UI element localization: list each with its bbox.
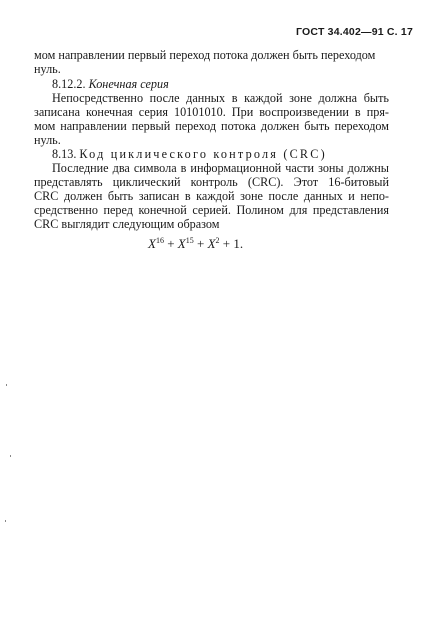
section-heading-8-12-2 xyxy=(52,77,389,91)
formula-variable: X xyxy=(148,236,156,251)
paragraph-line: мом направлении первый переход потока должен быть переходом xyxy=(34,119,389,133)
formula-variable: X xyxy=(177,236,186,251)
section-title: Конечная серия xyxy=(88,77,169,91)
paragraph-line: нуль. xyxy=(34,133,61,147)
paragraph-line: мом направлении первый переход потока должен быть переходом xyxy=(34,48,376,62)
paragraph-line: записана конечная серия 10101010. При воспроизведении в пря- xyxy=(34,105,389,119)
section-number: 8.12.2. xyxy=(52,77,86,91)
formula-exponent: 16 xyxy=(155,236,164,245)
section-title: Код циклического контроля (CRC) xyxy=(79,147,327,161)
formula-variable: X xyxy=(207,236,216,251)
paragraph-line: Последние два символа в информационной части зоны должны xyxy=(52,161,389,175)
paragraph-line: нуль. xyxy=(34,62,61,76)
paragraph-line: представлять циклический контроль (CRC). Этот 16-битовый xyxy=(34,175,389,189)
scan-speck xyxy=(6,384,7,386)
section-heading-8-13 xyxy=(52,147,389,161)
paragraph-line: CRC выглядит следующим образом xyxy=(34,217,220,231)
formula-operator: + xyxy=(193,236,208,251)
formula-exponent: 2 xyxy=(215,236,220,245)
section-number: 8.13. xyxy=(52,147,77,161)
scan-speck xyxy=(5,520,6,522)
formula-exponent: 15 xyxy=(185,236,194,245)
crc-polynomial-formula xyxy=(148,233,243,252)
formula-operator: + xyxy=(163,236,178,251)
scan-speck xyxy=(10,455,11,457)
formula-operator: + 1. xyxy=(219,236,244,251)
paragraph-line: CRC должен быть записан в каждой зоне после данных и непо- xyxy=(34,189,389,203)
paragraph-line: средственно перед конечной серией. Полином для представления xyxy=(34,203,389,217)
page-header: ГОСТ 34.402—91 С. 17 xyxy=(296,26,413,38)
paragraph-line: Непосредственно после данных в каждой зоне должна быть xyxy=(52,91,389,105)
